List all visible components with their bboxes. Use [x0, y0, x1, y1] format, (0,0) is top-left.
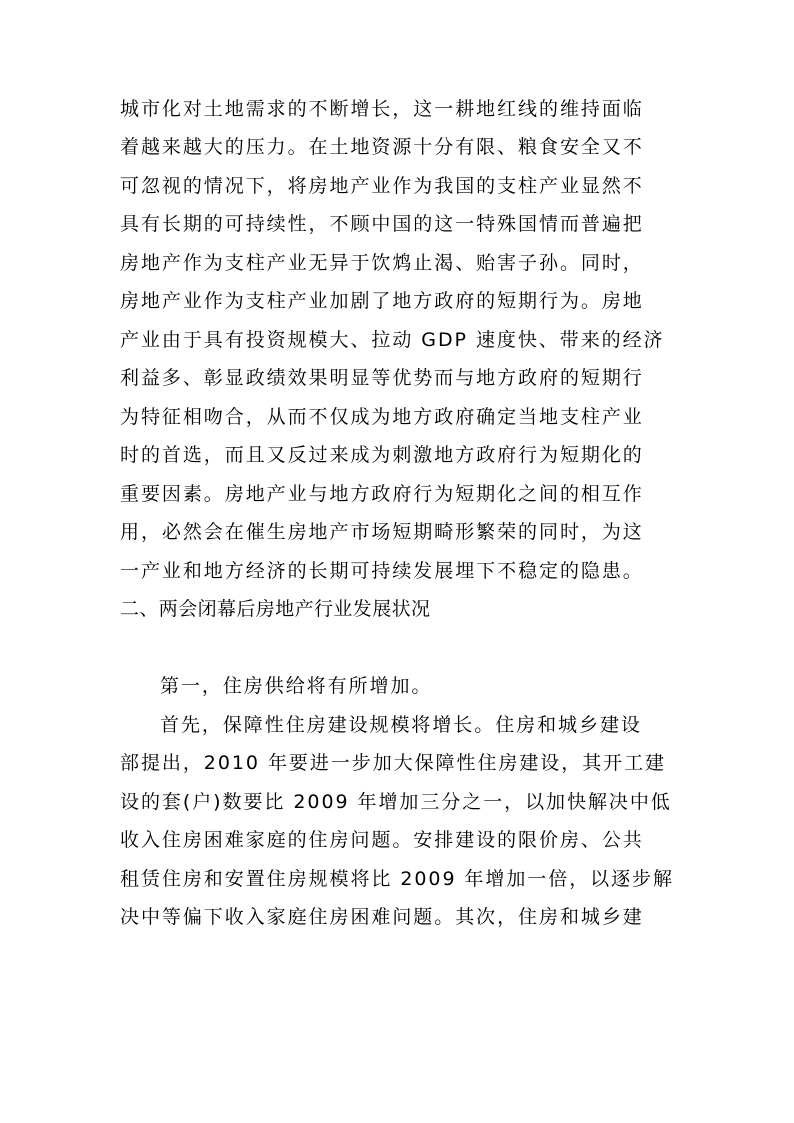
- body-text-line: 可忽视的情况下，将房地产业作为我国的支柱产业显然不: [120, 175, 644, 197]
- section-heading: 二、两会闭幕后房地产行业发展状况: [120, 598, 431, 620]
- body-text-line: 城市化对土地需求的不断增长，这一耕地红线的维持面临: [120, 98, 644, 120]
- subheading: 第一，住房供给将有所增加。: [160, 675, 433, 697]
- body-text-line: 利益多、彰显政绩效果明显等优势而与地方政府的短期行: [120, 367, 644, 389]
- body-text-line: 首先，保障性住房建设规模将增长。住房和城乡建设: [160, 714, 642, 736]
- body-text-line: 房地产作为支柱产业无异于饮鸩止渴、贻害子孙。同时，: [120, 252, 644, 274]
- body-text-line: 产业由于具有投资规模大、拉动 GDP 速度快、带来的经济: [120, 329, 665, 351]
- body-text-line: 着越来越大的压力。在土地资源十分有限、粮食安全又不: [120, 136, 644, 158]
- body-text-line: 一产业和地方经济的长期可持续发展埋下不稳定的隐患。: [120, 560, 644, 582]
- body-text-line: 时的首选，而且又反过来成为刺激地方政府行为短期化的: [120, 444, 644, 466]
- body-text-line: 具有长期的可持续性，不顾中国的这一特殊国情而普遍把: [120, 213, 644, 235]
- body-text-line: 房地产业作为支柱产业加剧了地方政府的短期行为。房地: [120, 290, 644, 312]
- body-text-line: 为特征相吻合，从而不仅成为地方政府确定当地支柱产业: [120, 406, 644, 428]
- body-text-line: 部提出，2010 年要进一步加大保障性住房建设，其开工建: [120, 752, 666, 774]
- body-text-line: 重要因素。房地产业与地方政府行为短期化之间的相互作: [120, 483, 644, 505]
- body-text-line: 用，必然会在催生房地产市场短期畸形繁荣的同时，为这: [120, 521, 644, 543]
- body-text-line: 设的套(户)数要比 2009 年增加三分之一，以加快解决中低: [120, 791, 672, 813]
- body-text-line: 决中等偏下收入家庭住房困难问题。其次，住房和城乡建: [120, 906, 644, 928]
- body-text-line: 收入住房困难家庭的住房问题。安排建设的限价房、公共: [120, 829, 644, 851]
- body-text-line: 租赁住房和安置住房规模将比 2009 年增加一倍，以逐步解: [120, 868, 674, 890]
